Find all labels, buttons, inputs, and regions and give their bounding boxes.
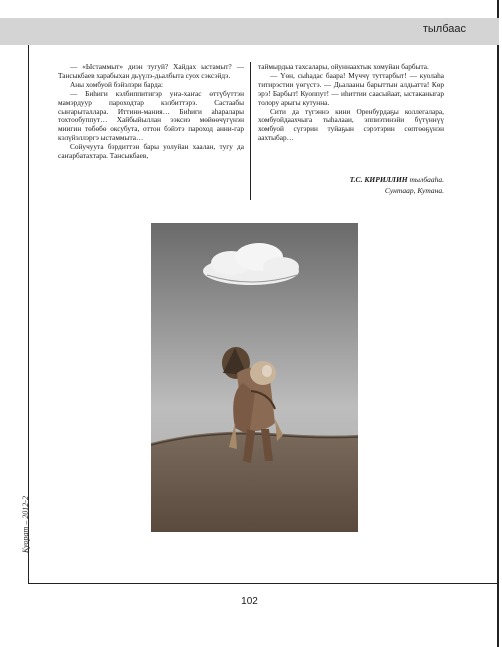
translator-role: тылбааһа. bbox=[409, 175, 444, 184]
side-caption: Куорат – 2012-2 bbox=[21, 496, 30, 553]
translator-signature bbox=[350, 175, 444, 184]
right-text-column bbox=[258, 63, 444, 143]
paragraph: — «Ыстаммыт» диэн тугуй? Хайдах ыстамыт? — Тансыкбаев харабыхан дьүүлэ-дьалбыта суох сэксэйдэ. bbox=[58, 62, 244, 80]
paragraph: таймырдыа тахсалары, ойуннаахтык хомуйан барбыта. bbox=[258, 62, 429, 71]
page-number: 102 bbox=[241, 596, 258, 607]
running-header: тылбаас bbox=[422, 23, 466, 35]
paragraph: Сойучуута бэрдиттэн бары уолуйан хаалан, тугу да саҥарбатахтара. Тансыкбаев, bbox=[58, 142, 244, 161]
left-text-column bbox=[58, 63, 244, 161]
illustration-image bbox=[151, 223, 358, 532]
footer-rule bbox=[28, 583, 499, 584]
paragraph: — Үөн, сыһадас баара! Мүччү туттарбыт! — куолаһа титирэстии үөгүстэ. — Дьалааны барыттын алдьатта! Көр эрэ! Барбыт! Куоппут! — иһиттии саасыйаат, ыстаканыгар толору арыгы кутунна. bbox=[258, 70, 444, 107]
column-separator bbox=[250, 62, 251, 200]
paragraph: — Биһиги кэлбиппитигэр уҥа-хаҥас өттүбүттэн мамэрдуур пароходтар кэлбиттэрэ. Састаабы сыҥарыталлара. Иттини-мания… Биһиги аһаралары тохтообуппут… Хайбыйыллан ээксиэ мөйөөчүгүнэн миигин төбөбө оксубута, оттон бэйэтэ пароход анни-гар кэлүйэллэргэ ыстаммыта… bbox=[58, 88, 244, 143]
hillside bbox=[151, 432, 358, 532]
paragraph: Сити да түгэннэ кини Оренбурдаҕы коллегалара, хомбуойдаахчыга тыһалааи, эппиэтинэйи бүтүннүү хомбуой сүгэрин туйаҕын сэрэтэрин сөптөөҕүнэн аахтыбар… bbox=[258, 106, 444, 143]
paragraph: Аны хомбуой бэйэлэри барда: bbox=[70, 79, 164, 89]
translator-name: Т.С. КИРИЛЛИН bbox=[349, 175, 408, 184]
translator-place: Сунтаар, Кутана. bbox=[384, 186, 444, 195]
